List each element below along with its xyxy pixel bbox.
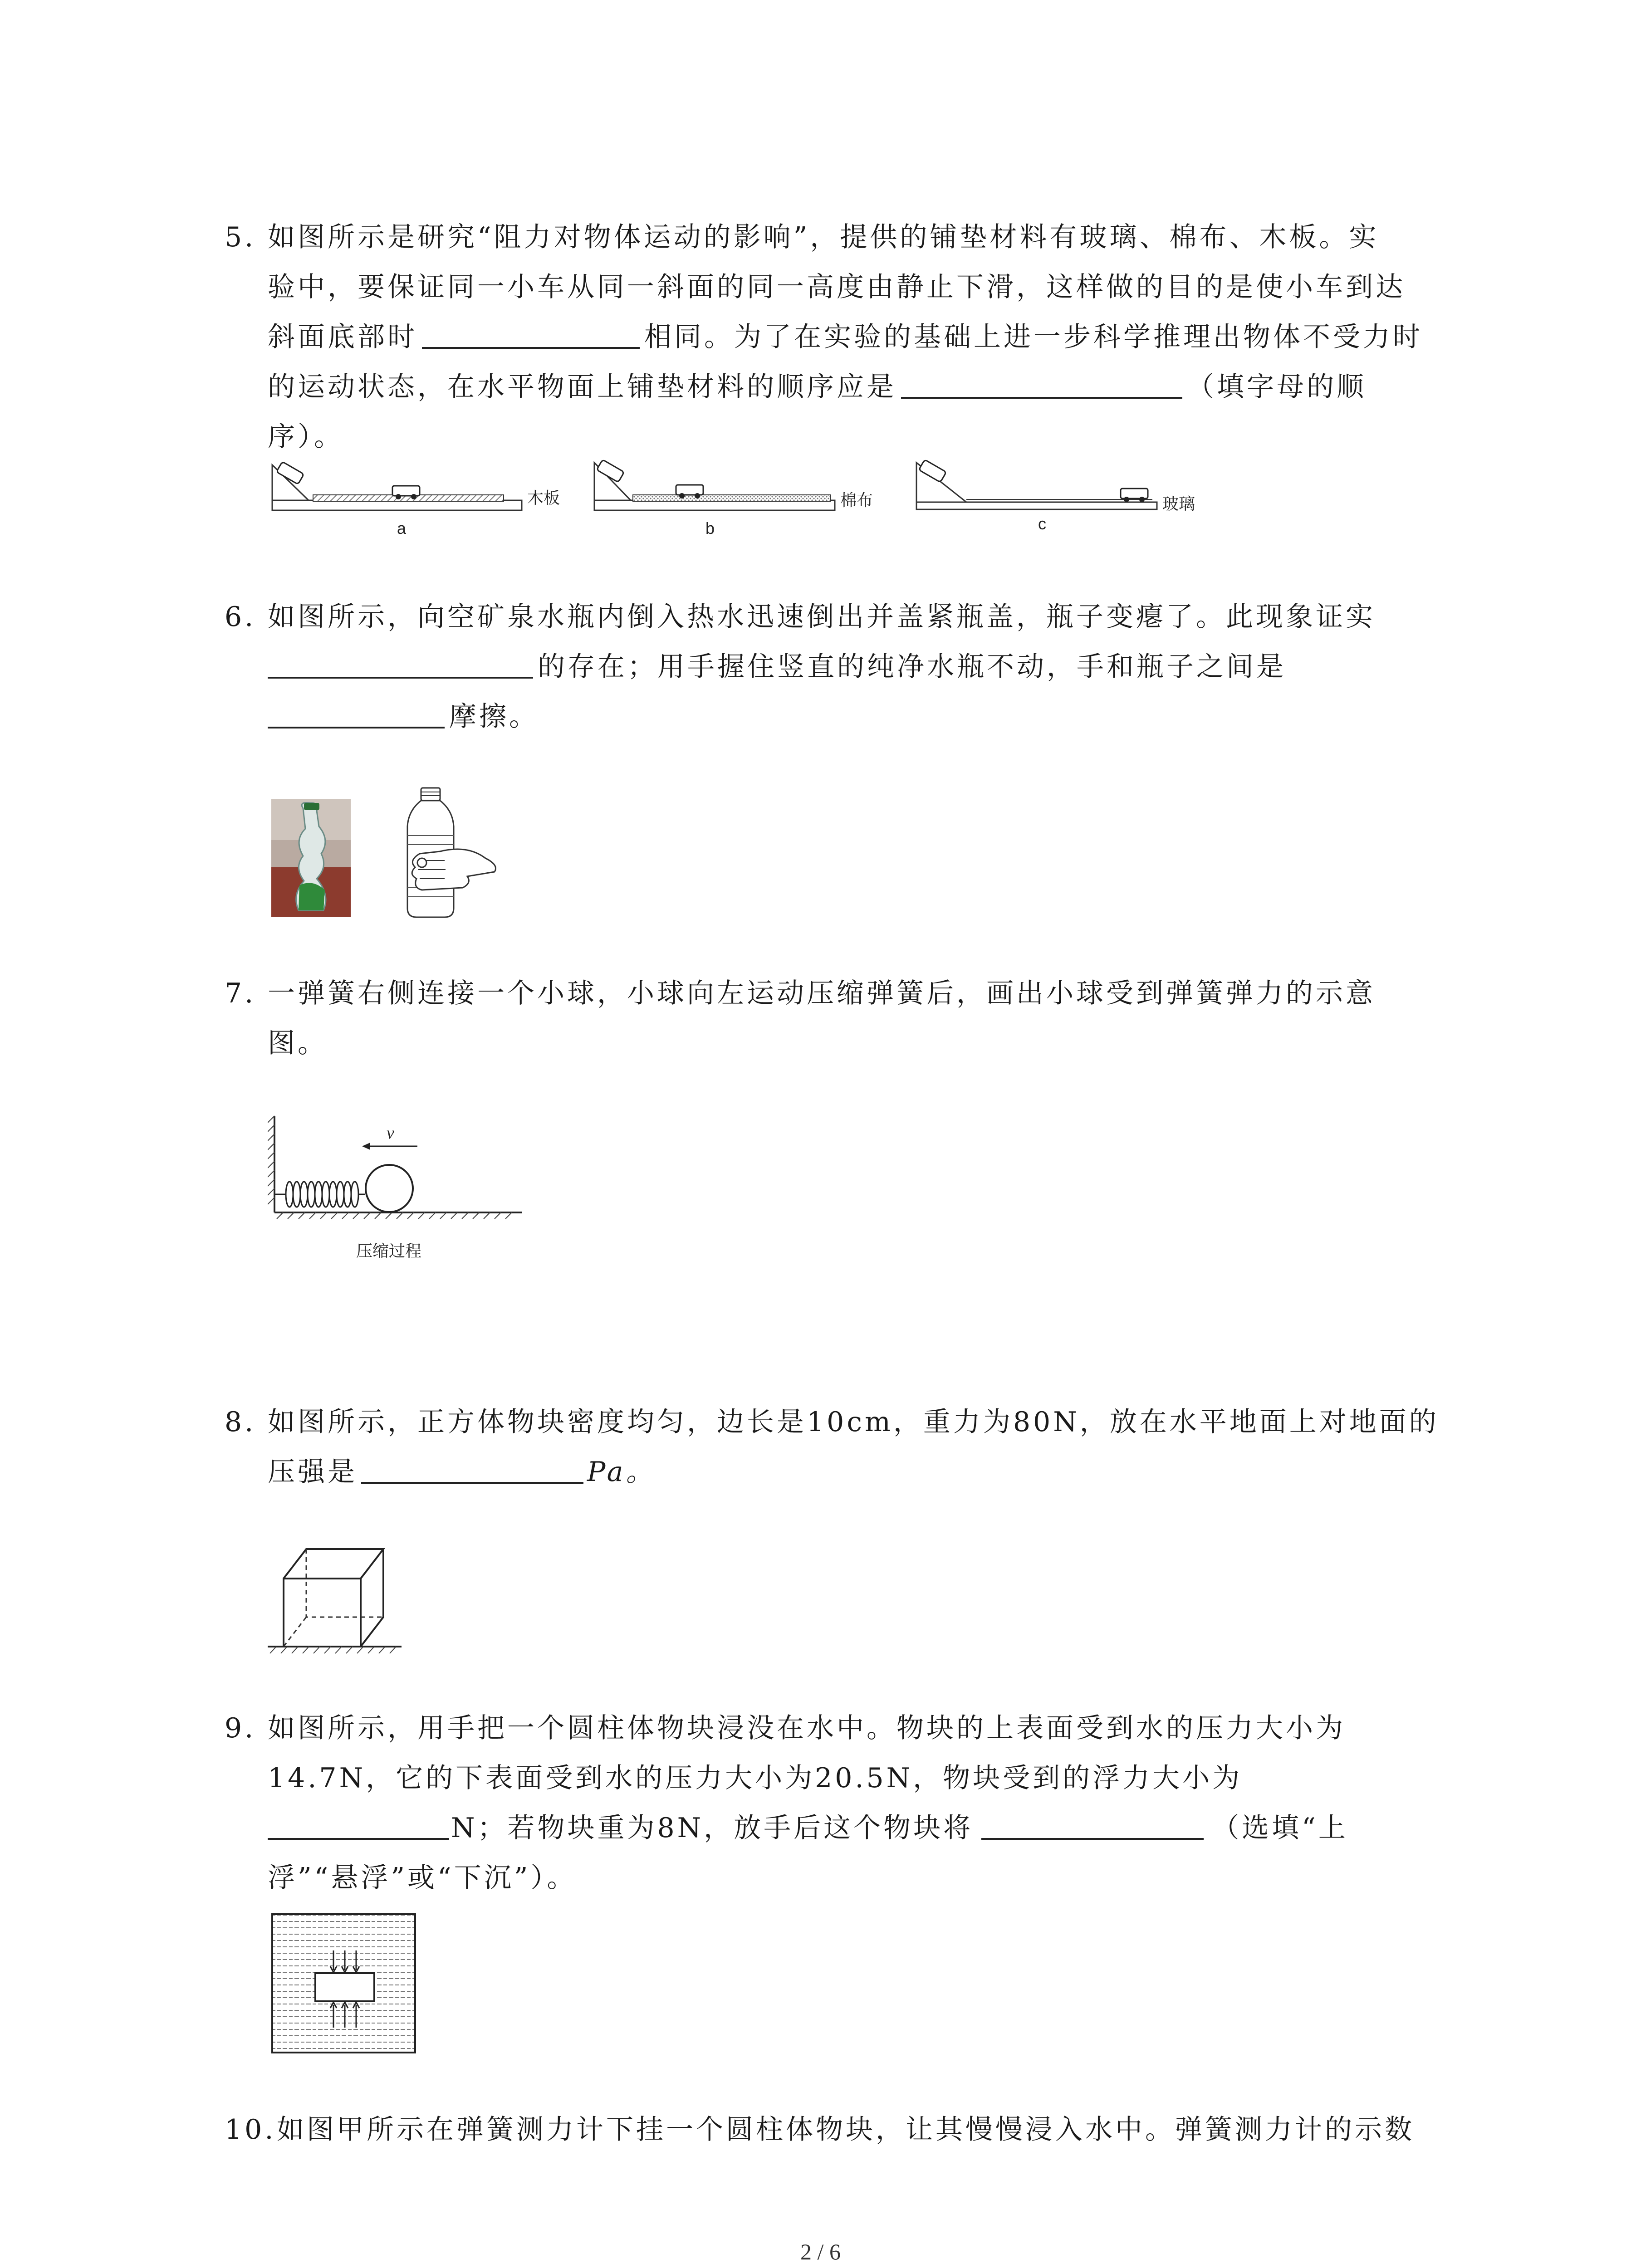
q9-text: N；若物块重为8N，放手后这个物块将 (451, 1812, 974, 1844)
q5-text: 相同。为了在实验的基础上进一步科学推理出物体不受力时 (644, 321, 1423, 353)
q6-text: 的存在；用手握住竖直的纯净水瓶不动，手和瓶子之间是 (538, 651, 1286, 683)
q9-line-4: 浮”“悬浮”或“下沉”）。 (268, 1862, 577, 1894)
q8-text: Pa。 (587, 1456, 656, 1488)
q9-line-1: 如图所示，用手把一个圆柱体物块浸没在水中。物块的上表面受到水的压力大小为 (268, 1712, 1346, 1744)
page-number: 2 / 6 (800, 2239, 841, 2264)
surface-label-glass: 玻璃 (1162, 494, 1195, 513)
velocity-arrow-icon (362, 1143, 417, 1150)
ramp-letter-c: c (1038, 514, 1046, 533)
q10-line-1: 如图甲所示在弹簧测力计下挂一个圆柱体物块，让其慢慢浸入水中。弹簧测力计的示数 (277, 2114, 1415, 2146)
answer-blank (361, 1450, 583, 1484)
q5-ramp-figure (268, 456, 1234, 547)
spring-icon (274, 1182, 365, 1207)
ramp-letter-a: a (397, 519, 407, 538)
q9-line-2: 14.7N，它的下表面受到水的压力大小为20.5N，物块受到的浮力大小为 (268, 1762, 1243, 1794)
question-number: 9. (225, 1712, 256, 1744)
question-number: 5. (225, 221, 256, 253)
q5-text: 斜面底部时 (268, 321, 417, 353)
q6-line-3 (225, 692, 1450, 742)
ramp-letter-b: b (705, 519, 715, 538)
question-10 (225, 2105, 1450, 2155)
answer-blank (268, 1806, 449, 1840)
question-5 (225, 212, 1450, 462)
answer-blank (422, 315, 640, 349)
q5-text: （填字母的顺 (1187, 371, 1367, 403)
q6-line-2 (225, 642, 1450, 692)
figure-caption: 压缩过程 (356, 1242, 422, 1260)
q5-line-4 (225, 362, 1450, 412)
answer-blank (268, 695, 445, 728)
velocity-label: v (387, 1124, 394, 1143)
q8-line-2 (225, 1447, 1450, 1497)
question-number: 10. (225, 2114, 276, 2146)
question-number: 8. (225, 1406, 256, 1438)
cube-figure (265, 1542, 411, 1660)
ball-icon (366, 1165, 413, 1212)
q9-line-3 (225, 1803, 1450, 1853)
answer-blank (268, 645, 533, 679)
q7-line-2: 图。 (268, 1027, 328, 1059)
q5-line-5: 序）。 (268, 421, 344, 453)
q6-line-1: 如图所示，向空矿泉水瓶内倒入热水迅速倒出并盖紧瓶盖，瓶子变瘪了。此现象证实 (268, 601, 1376, 633)
answer-blank (901, 365, 1182, 399)
q5-line-3 (225, 312, 1450, 362)
question-6 (225, 592, 1450, 742)
answer-blank (981, 1806, 1204, 1840)
surface-label-cloth: 棉布 (840, 491, 873, 509)
hand-holding-bottle-figure (395, 786, 504, 922)
ramp-a (272, 462, 560, 538)
q5-text: 的运动状态，在水平物面上铺垫材料的顺序应是 (268, 371, 896, 403)
question-8 (225, 1397, 1450, 1497)
submerged-block-figure (270, 1912, 420, 2057)
question-number: 7. (225, 978, 256, 1009)
ramp-c (916, 459, 1195, 533)
q7-line-1: 一弹簧右侧连接一个小球，小球向左运动压缩弹簧后，画出小球受到弹簧弹力的示意 (268, 978, 1376, 1009)
spring-ball-figure (268, 1114, 531, 1277)
question-9 (225, 1703, 1450, 1903)
surface-label-wood: 木板 (527, 489, 560, 507)
ramp-b (594, 459, 873, 538)
q6-text: 摩擦。 (449, 701, 539, 733)
q8-text: 压强是 (268, 1456, 358, 1488)
q5-line-2: 验中，要保证同一小车从同一斜面的同一高度由静止下滑，这样做的目的是使小车到达 (268, 271, 1406, 303)
crushed-bottle-photo (271, 799, 351, 917)
q8-line-1: 如图所示，正方体物块密度均匀，边长是10cm，重力为80N，放在水平地面上对地面的 (268, 1406, 1439, 1438)
question-number: 6. (225, 601, 256, 633)
q9-text: （选填“上 (1212, 1812, 1348, 1844)
q5-line-1: 如图所示是研究“阻力对物体运动的影响”，提供的铺垫材料有玻璃、棉布、木板。实 (268, 221, 1379, 253)
question-7 (225, 968, 1450, 1068)
